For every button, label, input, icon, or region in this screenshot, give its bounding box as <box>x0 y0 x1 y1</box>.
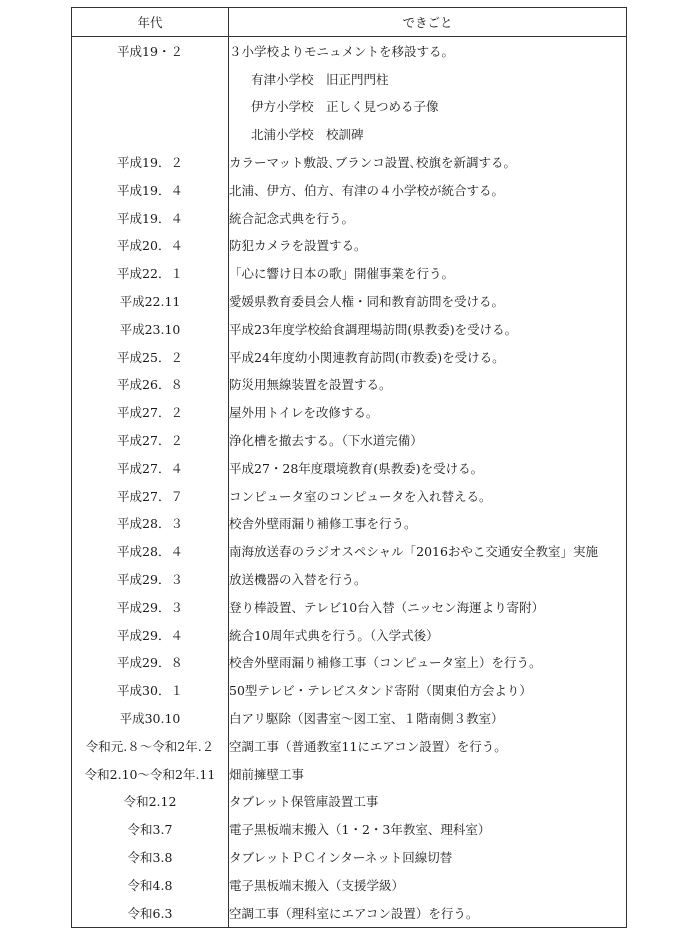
table-row <box>72 815 627 843</box>
era-cell: 平成27．２ <box>72 426 229 454</box>
era-cell: 平成28．４ <box>72 537 229 565</box>
event-cell: 南海放送春のラジオスペシャル「2016おやこ交通安全教室」実施 <box>229 537 627 565</box>
table-row <box>72 287 627 315</box>
table-row <box>72 760 627 788</box>
era-cell: 平成25．２ <box>72 343 229 371</box>
table-row <box>72 65 627 93</box>
event-cell: 畑前擁壁工事 <box>229 760 627 788</box>
event-cell: 放送機器の入替を行う。 <box>229 565 627 593</box>
event-cell: 校舎外壁雨漏り補修工事を行う。 <box>229 510 627 538</box>
event-cell: タブレット保管庫設置工事 <box>229 788 627 816</box>
event-cell: 電子黒板端末搬入（支援学級） <box>229 871 627 899</box>
era-cell: 平成22.11 <box>72 287 229 315</box>
table-body <box>72 37 627 928</box>
event-cell: 屋外用トイレを改修する。 <box>229 398 627 426</box>
era-cell: 平成27．２ <box>72 398 229 426</box>
era-cell <box>72 65 229 93</box>
table-row <box>72 37 627 65</box>
table-row <box>72 343 627 371</box>
table-row <box>72 510 627 538</box>
event-cell: 統合10周年式典を行う。（入学式後） <box>229 621 627 649</box>
table-row <box>72 315 627 343</box>
event-cell: 「心に響け日本の歌」開催事業を行う。 <box>229 259 627 287</box>
table-row <box>72 732 627 760</box>
era-cell: 平成23.10 <box>72 315 229 343</box>
era-cell: 平成27．４ <box>72 454 229 482</box>
event-cell: 校舎外壁雨漏り補修工事（コンピュータ室上）を行う。 <box>229 649 627 677</box>
table-row <box>72 565 627 593</box>
history-table <box>71 7 627 928</box>
table-row <box>72 454 627 482</box>
table-header <box>72 8 627 37</box>
era-cell: 平成30．１ <box>72 676 229 704</box>
event-cell: 有津小学校 旧正門門柱 <box>229 65 627 93</box>
event-cell: 北浦、伊方、伯方、有津の４小学校が統合する。 <box>229 176 627 204</box>
era-cell: 令和4.8 <box>72 871 229 899</box>
era-cell: 平成26．８ <box>72 371 229 399</box>
event-cell: 防災用無線装置を設置する。 <box>229 371 627 399</box>
event-cell: 50型テレビ・テレビスタンド寄附（関東伯方会より） <box>229 676 627 704</box>
event-cell: タブレットＰＣインターネット回線切替 <box>229 843 627 871</box>
era-cell: 平成19・２ <box>72 37 229 65</box>
table-row <box>72 371 627 399</box>
event-cell: 北浦小学校 校訓碑 <box>229 120 627 148</box>
era-cell: 平成19．４ <box>72 176 229 204</box>
table-row <box>72 899 627 927</box>
table-row <box>72 704 627 732</box>
era-cell: 平成29．３ <box>72 593 229 621</box>
table-row <box>72 259 627 287</box>
table-row <box>72 93 627 121</box>
table-row <box>72 621 627 649</box>
era-cell <box>72 120 229 148</box>
event-cell: 平成23年度学校給食調理場訪問(県教委)を受ける。 <box>229 315 627 343</box>
era-cell: 平成22．１ <box>72 259 229 287</box>
event-column-header: できごと <box>229 8 627 37</box>
era-cell: 令和3.8 <box>72 843 229 871</box>
event-cell: 空調工事（理科室にエアコン設置）を行う。 <box>229 899 627 927</box>
event-cell: 愛媛県教育委員会人権・同和教育訪問を受ける。 <box>229 287 627 315</box>
era-cell: 平成29．４ <box>72 621 229 649</box>
era-cell: 平成19．４ <box>72 204 229 232</box>
event-cell: 空調工事（普通教室11にエアコン設置）を行う。 <box>229 732 627 760</box>
era-column-header: 年代 <box>72 8 229 37</box>
era-cell: 平成20．４ <box>72 232 229 260</box>
event-cell: 統合記念式典を行う。 <box>229 204 627 232</box>
era-cell: 令和6.3 <box>72 899 229 927</box>
event-cell: 白アリ駆除（図書室～図工室、１階南側３教室） <box>229 704 627 732</box>
era-cell: 平成28．３ <box>72 510 229 538</box>
era-cell <box>72 93 229 121</box>
era-cell: 平成30.10 <box>72 704 229 732</box>
table-row <box>72 232 627 260</box>
header-row <box>72 8 627 37</box>
table-row <box>72 843 627 871</box>
era-cell: 平成27．７ <box>72 482 229 510</box>
table-row <box>72 482 627 510</box>
event-cell: 浄化槽を撤去する。（下水道完備） <box>229 426 627 454</box>
era-cell: 平成29．８ <box>72 649 229 677</box>
era-cell: 令和3.7 <box>72 815 229 843</box>
table-row <box>72 204 627 232</box>
event-cell: 電子黒板端末搬入（1・2・3年教室、理科室） <box>229 815 627 843</box>
table-row <box>72 426 627 454</box>
table-row <box>72 120 627 148</box>
table-row <box>72 148 627 176</box>
table-row <box>72 593 627 621</box>
era-cell: 令和元.８～令和2年.２ <box>72 732 229 760</box>
era-cell: 平成29．３ <box>72 565 229 593</box>
event-cell: 平成27・28年度環境教育(県教委)を受ける。 <box>229 454 627 482</box>
table-row <box>72 788 627 816</box>
event-cell: ３小学校よりモニュメントを移設する。 <box>229 37 627 65</box>
event-cell: 伊方小学校 正しく見つめる子像 <box>229 93 627 121</box>
table-row <box>72 871 627 899</box>
event-cell: 防犯カメラを設置する。 <box>229 232 627 260</box>
table-row <box>72 676 627 704</box>
table-row <box>72 176 627 204</box>
event-cell: コンピュータ室のコンピュータを入れ替える。 <box>229 482 627 510</box>
era-cell: 平成19．２ <box>72 148 229 176</box>
era-cell: 令和2.12 <box>72 788 229 816</box>
event-cell: 平成24年度幼小関連教育訪問(市教委)を受ける。 <box>229 343 627 371</box>
table-row <box>72 649 627 677</box>
table-row <box>72 398 627 426</box>
era-cell: 令和2.10～令和2年.11 <box>72 760 229 788</box>
table-row <box>72 537 627 565</box>
event-cell: カラーマット敷設､ブランコ設置､校旗を新調する。 <box>229 148 627 176</box>
event-cell: 登り棒設置、テレビ10台入替（ニッセン海運より寄附） <box>229 593 627 621</box>
